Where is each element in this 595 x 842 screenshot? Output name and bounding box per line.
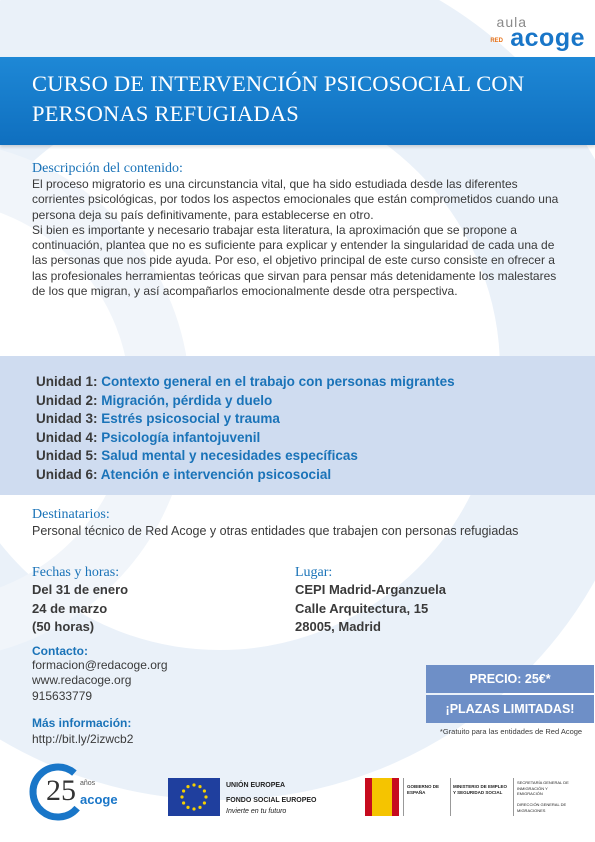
more-info-title: Más información: [32, 716, 132, 730]
contact-phone: 915633779 [32, 688, 93, 703]
dates-title: Fechas y horas: [32, 565, 120, 580]
place-line-2: Calle Arquitectura, 15 [295, 600, 429, 616]
contact-email-link[interactable]: formacion@redacoge.org [32, 658, 168, 672]
recipients-title: Destinatarios: [32, 507, 110, 522]
unit-label: Unidad 4: [36, 429, 98, 445]
contact-title: Contacto: [32, 644, 88, 658]
anniversary-number: 25 [46, 774, 76, 807]
unit-title: Salud mental y necesidades específicas [101, 448, 358, 464]
more-info-link[interactable]: http://bit.ly/2izwcb2 [32, 732, 134, 746]
place-line-3: 28005, Madrid [295, 619, 381, 634]
eu-text [226, 780, 366, 817]
logo-red-text: RED [490, 38, 503, 44]
unit-item [36, 429, 455, 448]
more-info-section [32, 716, 133, 747]
gob-line-2: MINISTERIO DE EMPLEO Y SEGURIDAD SOCIAL [453, 784, 508, 795]
unit-item [36, 466, 455, 485]
description-title: Descripción del contenido: [32, 161, 183, 176]
unit-item [36, 373, 455, 392]
limited-places-badge: ¡PLAZAS LIMITADAS! [426, 695, 594, 723]
unit-label: Unidad 2: [36, 392, 98, 408]
logo-acoge-text: acoge [510, 24, 585, 52]
unit-item [36, 392, 455, 411]
place-section [295, 565, 515, 637]
description-section [32, 161, 567, 299]
unit-title: Contexto general en el trabajo con personas migrantes [101, 374, 455, 389]
anniversary-brand: acoge [80, 792, 118, 807]
gob-line-1: GOBIERNO DE ESPAÑA [407, 784, 440, 795]
units-list [36, 373, 455, 485]
unit-item [36, 447, 455, 466]
anniversary-logo [28, 762, 138, 822]
unit-label: Unidad 6: [36, 466, 98, 482]
price-badge: PRECIO: 25€* [426, 665, 594, 693]
gob-line-4: DIRECCIÓN GENERAL DE MIGRACIONES [517, 802, 567, 813]
title-banner [0, 57, 595, 145]
page-title: CURSO DE INTERVENCIÓN PSICOSOCIAL CON PERSONAS REFUGIADAS [32, 71, 525, 126]
recipients-section [32, 507, 572, 539]
dates-line-1: Del 31 de enero [32, 582, 129, 597]
dates-line-3: (50 horas) [32, 619, 95, 634]
eu-flag-icon [168, 778, 220, 816]
logo-aula-text: aula [496, 14, 527, 30]
dates-section [32, 565, 252, 637]
recipients-text: Personal técnico de Red Acoge y otras entidades que trabajen con personas refugiadas [32, 524, 519, 538]
anniversary-word: años [80, 780, 96, 787]
unit-title: Estrés psicosocial y trauma [101, 411, 280, 427]
eu-line-2: FONDO SOCIAL EUROPEO [226, 797, 317, 804]
unit-item [36, 410, 455, 429]
description-paragraph-2: Si bien es importante y necesario trabajar esta literatura, la aproximación que se propone a continuación, plantea que no es suficiente para explicar y entender la singularidad de cada una de las personas que nos pide ayuda. Por eso, el objetivo principal de este curso consiste en ofrecer a las profesionales herramientas teóricas que sirvan para pensar más detenidamente los malestares de los que migran, y así acompañarlos emocionalmente desde otra perspectiva. [32, 222, 557, 299]
place-title: Lugar: [295, 565, 333, 580]
unit-title: Atención e intervención psicosocial [100, 466, 332, 482]
spain-coat-of-arms-icon [365, 778, 399, 816]
unit-title: Migración, pérdida y duelo [101, 392, 273, 408]
aula-acoge-logo [445, 10, 585, 54]
gob-line-3: SECRETARÍA GENERAL DE INMIGRACIÓN Y EMIGRACIÓN [517, 780, 569, 796]
dates-line-2: 24 de marzo [32, 600, 108, 616]
contact-section [32, 644, 168, 704]
eu-line-1: UNIÓN EUROPEA [226, 782, 286, 789]
unit-label: Unidad 5: [36, 448, 98, 464]
eu-line-3: Invierte en tu futuro [226, 808, 287, 815]
unit-label: Unidad 1: [36, 374, 98, 389]
place-line-1: CEPI Madrid-Arganzuela [295, 582, 446, 597]
contact-web-link[interactable]: www.redacoge.org [32, 673, 132, 688]
price-note: *Gratuito para las entidades de Red Acoge [439, 727, 583, 736]
government-logo [365, 778, 575, 816]
unit-label: Unidad 3: [36, 411, 98, 427]
unit-title: Psicología infantojuvenil [101, 429, 261, 445]
description-paragraph-1: El proceso migratorio es una circunstancia vital, que ha sido estudiada desde las diferentes corrientes psicológicas, por todos los aspectos emocionales que están comprometidos cuando una persona deja su país definitivamente, para establecerse en otro. [32, 177, 559, 222]
